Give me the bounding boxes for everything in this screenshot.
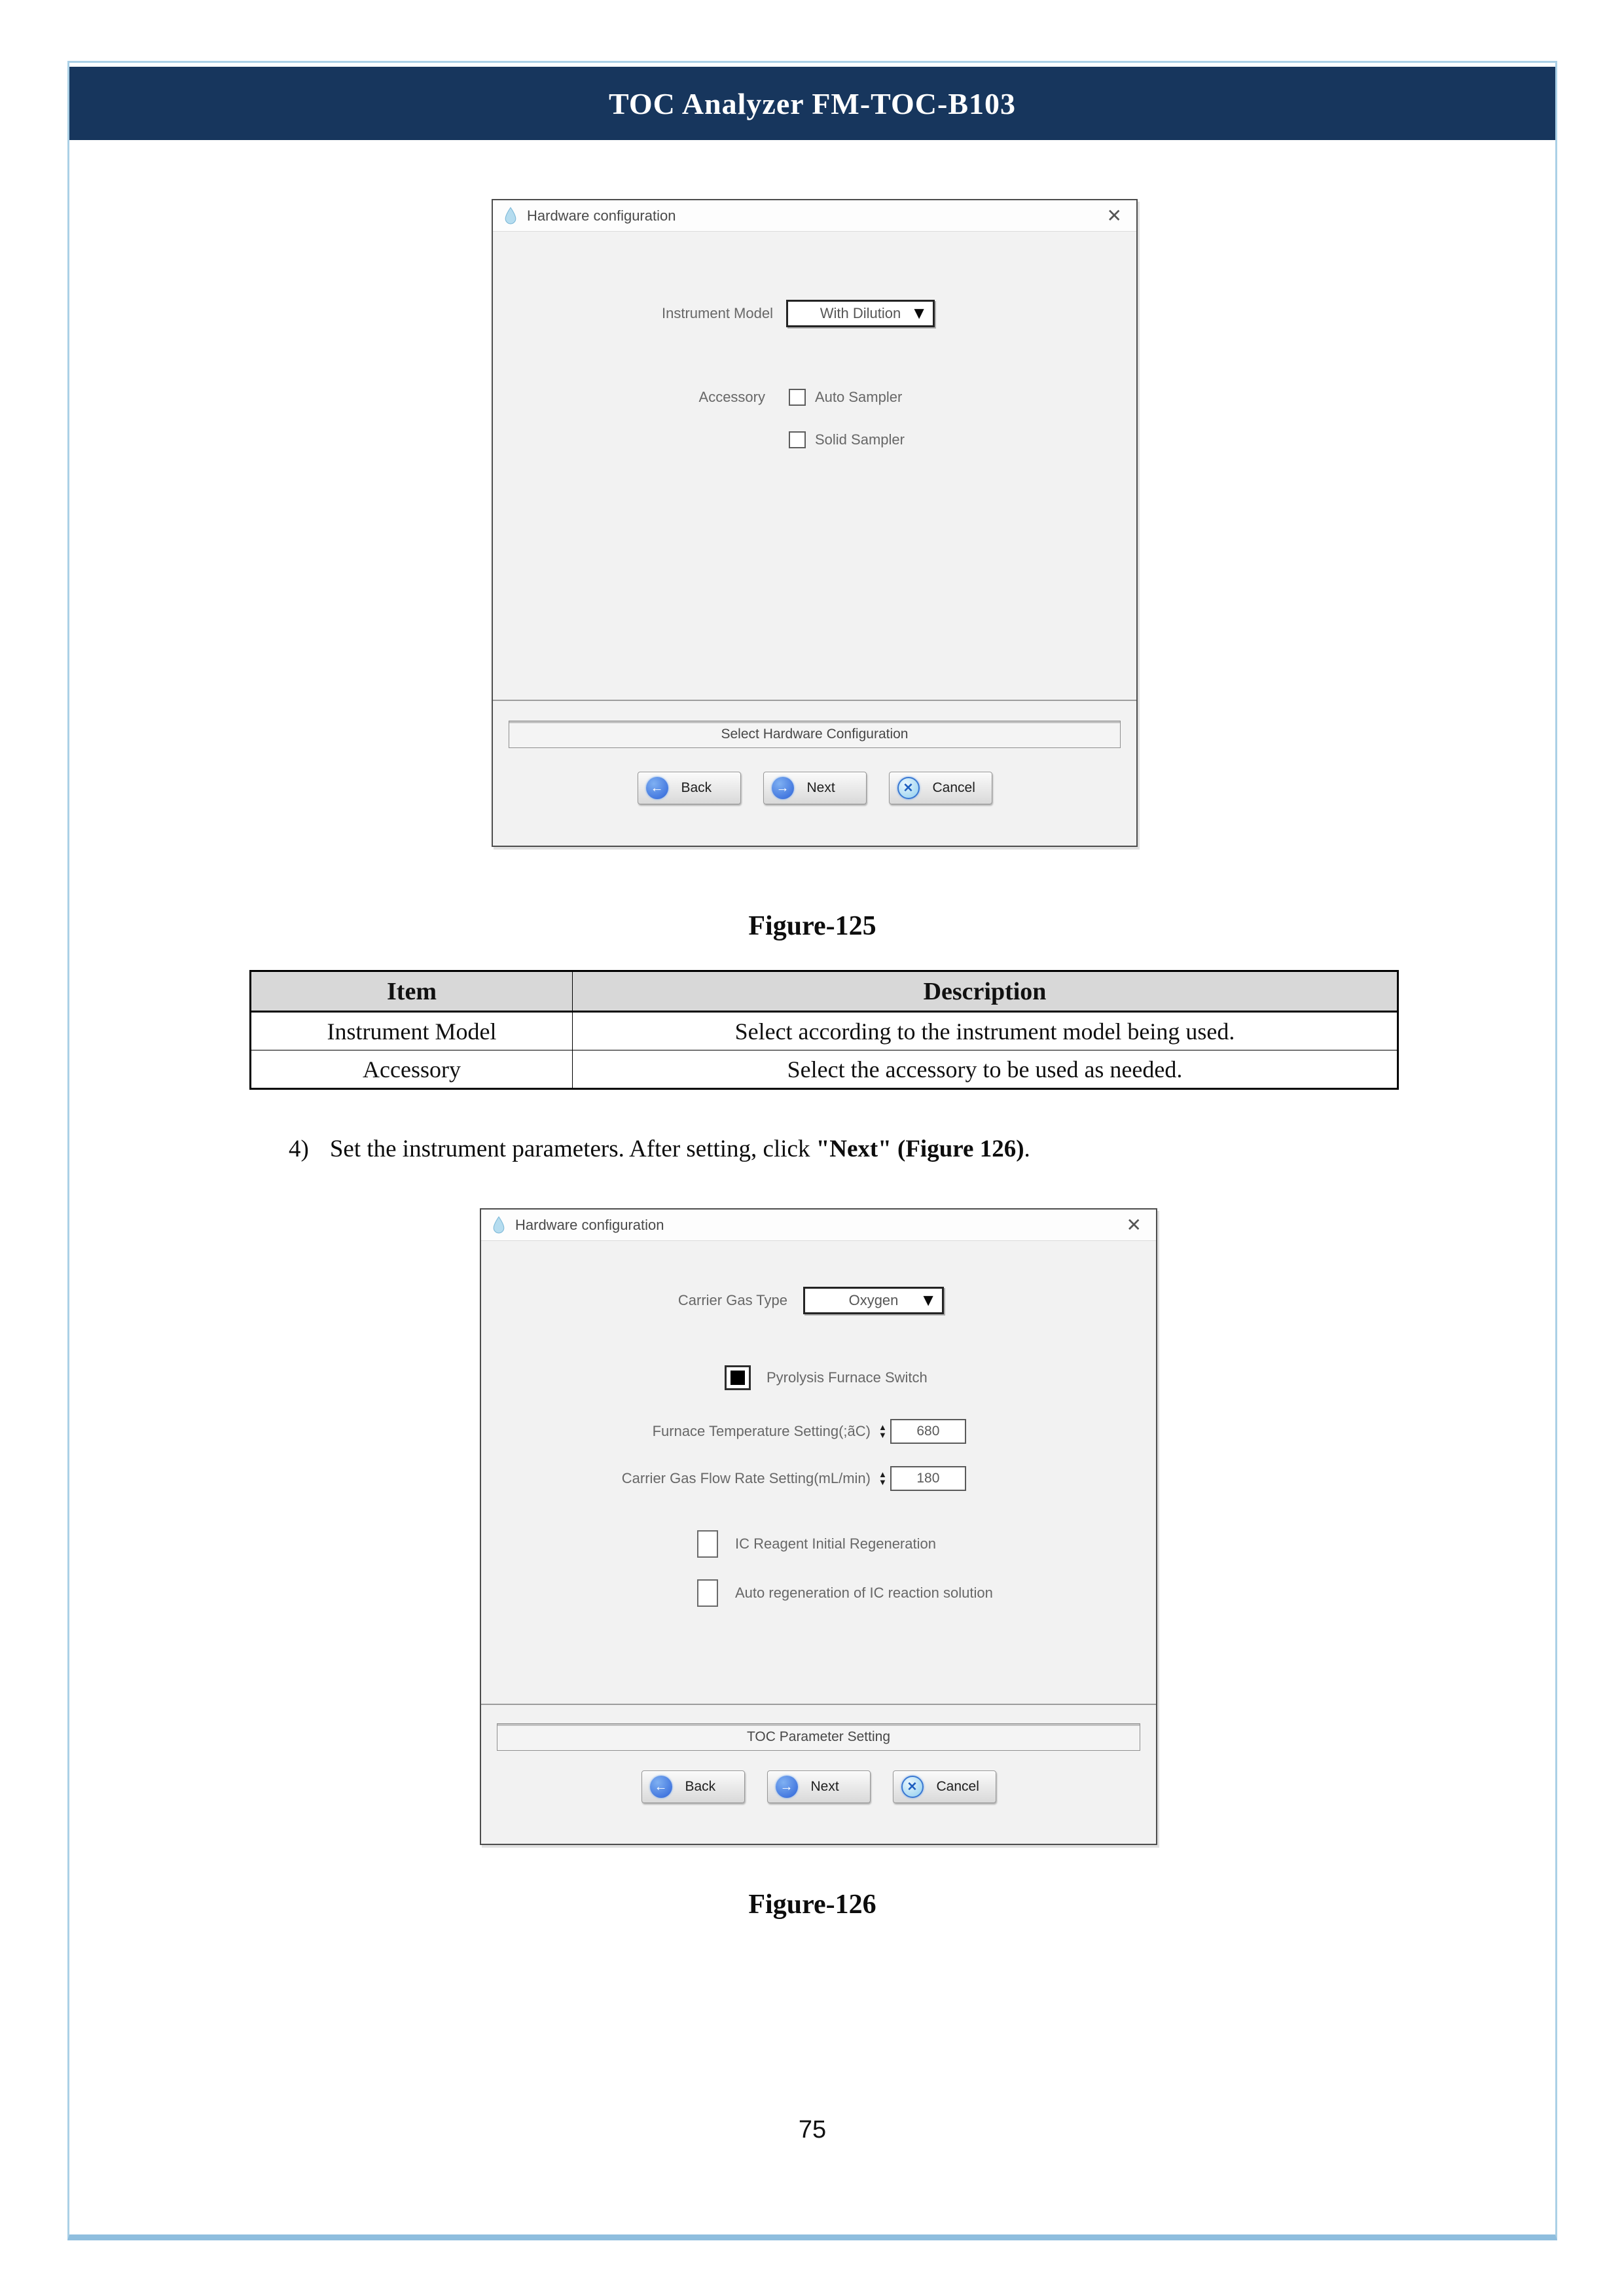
page-number: 75 [798, 2116, 827, 2144]
page-frame [67, 61, 1557, 2240]
chevron-down-icon: ▼ [911, 302, 928, 323]
dialog1-buttons [493, 772, 1136, 804]
instrument-model-value: With Dilution [820, 305, 901, 321]
instrument-model-row [662, 300, 935, 327]
spinner-up-icon[interactable]: ▲ [878, 1422, 887, 1432]
table-header-row [251, 971, 1398, 1012]
step-4-bold: "Next" (Figure 126) [816, 1136, 1024, 1162]
furnace-temp-label: Furnace Temperature Setting(;ãC) [652, 1423, 871, 1439]
dialog2-titlebar [481, 1210, 1156, 1241]
step-4-line [289, 1135, 1401, 1163]
table-row [251, 1012, 1398, 1050]
next-button-label: Next [810, 1779, 839, 1794]
cancel-button-label: Cancel [932, 780, 975, 795]
carrier-gas-label: Carrier Gas Type [677, 1292, 787, 1308]
dialog1-separator [493, 700, 1136, 701]
auto-sampler-checkbox[interactable] [789, 389, 806, 406]
table-cell-description: Select the accessory to be used as needed. [573, 1050, 1398, 1089]
step-4-text-after: . [1024, 1136, 1030, 1162]
accessory-row-2 [662, 431, 905, 448]
arrow-right-icon: → [776, 1776, 798, 1798]
dialog1-titlebar [493, 200, 1136, 232]
auto-regen-row [697, 1579, 993, 1607]
table-header-item: Item [251, 971, 573, 1012]
dialog2-status-text: TOC Parameter Setting [746, 1729, 891, 1744]
spinner-down-icon[interactable]: ▼ [878, 1477, 887, 1487]
back-button[interactable] [641, 1770, 745, 1803]
step-4-text [330, 1135, 1030, 1163]
flow-rate-stepper[interactable] [878, 1471, 887, 1486]
next-button[interactable] [767, 1770, 871, 1803]
table-cell-item: Accessory [251, 1050, 573, 1089]
furnace-temp-row [520, 1419, 966, 1444]
figure-126-caption: Figure-126 [748, 1890, 876, 1920]
pyrolysis-row [725, 1365, 928, 1390]
instrument-model-label: Instrument Model [662, 305, 773, 321]
carrier-gas-dropdown[interactable] [803, 1287, 944, 1314]
auto-sampler-label: Auto Sampler [815, 389, 903, 405]
back-button-label: Back [685, 1779, 716, 1794]
page-header [69, 67, 1555, 140]
instrument-model-dropdown[interactable] [786, 300, 935, 327]
dialog2-buttons [481, 1770, 1156, 1803]
dialog2-separator [481, 1704, 1156, 1705]
next-button-label: Next [806, 780, 835, 795]
arrow-left-icon: ← [646, 777, 668, 799]
dialog1-status-text: Select Hardware Configuration [721, 726, 909, 742]
accessory-row-1 [662, 389, 902, 406]
furnace-temp-stepper[interactable] [878, 1424, 887, 1439]
dialog1-status-box [509, 721, 1121, 748]
flow-rate-input[interactable]: 180 [890, 1466, 966, 1491]
back-button[interactable] [638, 772, 741, 804]
table-cell-description: Select according to the instrument model being used. [573, 1012, 1398, 1050]
solid-sampler-checkbox[interactable] [789, 431, 806, 448]
ic-reagent-label: IC Reagent Initial Regeneration [735, 1535, 936, 1552]
cancel-button[interactable] [889, 772, 992, 804]
table-row [251, 1050, 1398, 1089]
page-title: TOC Analyzer FM-TOC-B103 [609, 86, 1016, 120]
solid-sampler-label: Solid Sampler [815, 431, 905, 448]
checkbox-fill [731, 1371, 745, 1385]
auto-regen-label: Auto regeneration of IC reaction solution [735, 1585, 993, 1601]
dialog2-title: Hardware configuration [515, 1216, 664, 1233]
table-header-description: Description [573, 971, 1398, 1012]
hardware-configuration-dialog-1 [492, 199, 1138, 847]
chevron-down-icon: ▼ [920, 1289, 937, 1310]
accessory-label: Accessory [698, 389, 765, 405]
step-4-text-before: Set the instrument parameters. After setting, click [329, 1136, 816, 1162]
hardware-configuration-dialog-2 [480, 1208, 1157, 1845]
dialog2-status-box [497, 1723, 1140, 1751]
step-4-number: 4) [289, 1136, 309, 1162]
cancel-button-label: Cancel [936, 1779, 979, 1794]
back-button-label: Back [681, 780, 712, 795]
close-icon[interactable]: ✕ [1126, 1215, 1142, 1235]
ic-reagent-row [697, 1530, 936, 1558]
flow-rate-label: Carrier Gas Flow Rate Setting(mL/min) [621, 1470, 871, 1486]
cross-icon: ✕ [897, 777, 920, 799]
ic-reagent-checkbox[interactable] [697, 1530, 718, 1558]
arrow-right-icon: → [772, 777, 794, 799]
arrow-left-icon: ← [650, 1776, 672, 1798]
furnace-temp-input[interactable]: 680 [890, 1419, 966, 1444]
next-button[interactable] [763, 772, 867, 804]
pyrolysis-checkbox[interactable] [725, 1365, 751, 1390]
close-icon[interactable]: ✕ [1106, 206, 1122, 226]
spinner-up-icon[interactable]: ▲ [878, 1469, 887, 1479]
carrier-gas-value: Oxygen [848, 1292, 899, 1308]
carrier-gas-row [677, 1287, 944, 1314]
spinner-down-icon[interactable]: ▼ [878, 1430, 887, 1440]
table-cell-item: Instrument Model [251, 1012, 573, 1050]
item-description-table [249, 970, 1399, 1090]
flow-rate-row [520, 1466, 966, 1491]
cancel-button[interactable] [893, 1770, 996, 1803]
dialog1-title: Hardware configuration [527, 207, 676, 224]
figure-125-caption: Figure-125 [748, 911, 876, 941]
pyrolysis-label: Pyrolysis Furnace Switch [767, 1369, 928, 1386]
auto-regen-checkbox[interactable] [697, 1579, 718, 1607]
droplet-icon [492, 1216, 506, 1234]
droplet-icon [503, 207, 518, 225]
cross-icon: ✕ [901, 1776, 924, 1798]
